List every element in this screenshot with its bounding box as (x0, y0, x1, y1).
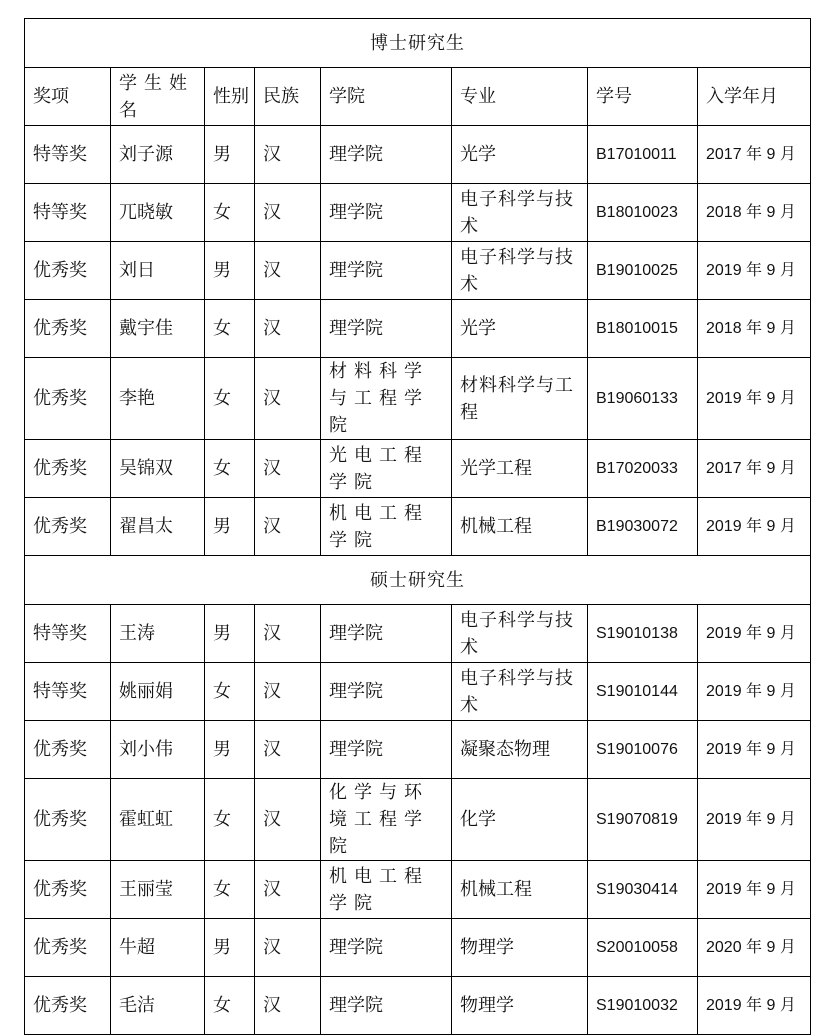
enrollment-date-cell: 2020 年 9 月 (698, 919, 811, 977)
student-id-cell: B19030072 (588, 498, 698, 556)
table-row (25, 977, 811, 1035)
award-cell: 优秀奖 (25, 440, 111, 498)
college-cell: 机电工程学院 (321, 861, 452, 919)
ethnicity-cell: 汉 (255, 184, 321, 242)
college-cell: 理学院 (321, 605, 452, 663)
award-cell: 特等奖 (25, 126, 111, 184)
college-cell: 理学院 (321, 919, 452, 977)
column-header: 入学年月 (698, 68, 811, 126)
ethnicity-cell: 汉 (255, 242, 321, 300)
student-id-cell: B18010015 (588, 300, 698, 358)
college-cell: 化学与环境工程学院 (321, 779, 452, 861)
award-cell: 优秀奖 (25, 300, 111, 358)
column-header: 性别 (205, 68, 255, 126)
major-cell: 光学 (452, 300, 588, 358)
major-cell: 化学 (452, 779, 588, 861)
ethnicity-cell: 汉 (255, 779, 321, 861)
college-cell: 理学院 (321, 126, 452, 184)
student-id-cell: S20010058 (588, 919, 698, 977)
table-row (25, 605, 811, 663)
table-row (25, 919, 811, 977)
column-header: 民族 (255, 68, 321, 126)
award-cell: 优秀奖 (25, 358, 111, 440)
gender-cell: 女 (205, 184, 255, 242)
column-header: 学生姓名 (111, 68, 205, 126)
gender-cell: 女 (205, 300, 255, 358)
student-name-cell: 翟昌太 (111, 498, 205, 556)
ethnicity-cell: 汉 (255, 440, 321, 498)
ethnicity-cell: 汉 (255, 663, 321, 721)
college-cell: 理学院 (321, 242, 452, 300)
student-id-cell: B18010023 (588, 184, 698, 242)
student-name-cell: 王涛 (111, 605, 205, 663)
enrollment-date-cell: 2019 年 9 月 (698, 242, 811, 300)
enrollment-date-cell: 2018 年 9 月 (698, 184, 811, 242)
college-cell: 材料科学与工程学院 (321, 358, 452, 440)
column-header: 奖项 (25, 68, 111, 126)
award-cell: 优秀奖 (25, 919, 111, 977)
enrollment-date-cell: 2019 年 9 月 (698, 663, 811, 721)
college-cell: 理学院 (321, 721, 452, 779)
gender-cell: 女 (205, 779, 255, 861)
table-row (25, 721, 811, 779)
major-cell: 光学工程 (452, 440, 588, 498)
student-id-cell: B17010011 (588, 126, 698, 184)
table-row (25, 861, 811, 919)
student-id-cell: S19010032 (588, 977, 698, 1035)
college-cell: 理学院 (321, 300, 452, 358)
section-header-row (25, 19, 811, 68)
student-name-cell: 刘子源 (111, 126, 205, 184)
student-id-cell: S19010144 (588, 663, 698, 721)
award-cell: 优秀奖 (25, 861, 111, 919)
gender-cell: 女 (205, 861, 255, 919)
gender-cell: 女 (205, 977, 255, 1035)
table-row (25, 498, 811, 556)
major-cell: 机械工程 (452, 498, 588, 556)
awards-table-body (25, 19, 811, 1035)
major-cell: 电子科学与技术 (452, 605, 588, 663)
gender-cell: 男 (205, 498, 255, 556)
ethnicity-cell: 汉 (255, 300, 321, 358)
table-row (25, 440, 811, 498)
major-cell: 光学 (452, 126, 588, 184)
gender-cell: 男 (205, 605, 255, 663)
college-cell: 理学院 (321, 977, 452, 1035)
table-row (25, 779, 811, 861)
enrollment-date-cell: 2017 年 9 月 (698, 440, 811, 498)
table-row (25, 184, 811, 242)
student-name-cell: 牛超 (111, 919, 205, 977)
column-header: 学院 (321, 68, 452, 126)
table-row (25, 358, 811, 440)
major-cell: 物理学 (452, 977, 588, 1035)
enrollment-date-cell: 2019 年 9 月 (698, 358, 811, 440)
column-header: 专业 (452, 68, 588, 126)
student-name-cell: 吴锦双 (111, 440, 205, 498)
gender-cell: 男 (205, 721, 255, 779)
gender-cell: 男 (205, 126, 255, 184)
major-cell: 电子科学与技术 (452, 663, 588, 721)
table-row (25, 242, 811, 300)
award-cell: 特等奖 (25, 184, 111, 242)
major-cell: 电子科学与技术 (452, 242, 588, 300)
awards-document (24, 18, 810, 1035)
student-name-cell: 姚丽娟 (111, 663, 205, 721)
college-cell: 理学院 (321, 184, 452, 242)
award-cell: 优秀奖 (25, 498, 111, 556)
column-header-row (25, 68, 811, 126)
ethnicity-cell: 汉 (255, 605, 321, 663)
enrollment-date-cell: 2019 年 9 月 (698, 498, 811, 556)
enrollment-date-cell: 2017 年 9 月 (698, 126, 811, 184)
column-header: 学号 (588, 68, 698, 126)
major-cell: 材料科学与工程 (452, 358, 588, 440)
student-id-cell: S19010076 (588, 721, 698, 779)
ethnicity-cell: 汉 (255, 498, 321, 556)
enrollment-date-cell: 2019 年 9 月 (698, 605, 811, 663)
student-id-cell: S19030414 (588, 861, 698, 919)
student-id-cell: B19010025 (588, 242, 698, 300)
ethnicity-cell: 汉 (255, 977, 321, 1035)
award-cell: 优秀奖 (25, 721, 111, 779)
student-name-cell: 刘小伟 (111, 721, 205, 779)
awards-table (24, 18, 811, 1035)
major-cell: 凝聚态物理 (452, 721, 588, 779)
student-name-cell: 刘日 (111, 242, 205, 300)
student-id-cell: B17020033 (588, 440, 698, 498)
section-title: 硕士研究生 (25, 556, 811, 605)
student-id-cell: B19060133 (588, 358, 698, 440)
student-name-cell: 王丽莹 (111, 861, 205, 919)
student-id-cell: S19010138 (588, 605, 698, 663)
college-cell: 机电工程学院 (321, 498, 452, 556)
college-cell: 光电工程学院 (321, 440, 452, 498)
enrollment-date-cell: 2019 年 9 月 (698, 977, 811, 1035)
enrollment-date-cell: 2018 年 9 月 (698, 300, 811, 358)
gender-cell: 女 (205, 358, 255, 440)
student-id-cell: S19070819 (588, 779, 698, 861)
gender-cell: 女 (205, 663, 255, 721)
ethnicity-cell: 汉 (255, 919, 321, 977)
enrollment-date-cell: 2019 年 9 月 (698, 861, 811, 919)
student-name-cell: 李艳 (111, 358, 205, 440)
award-cell: 优秀奖 (25, 977, 111, 1035)
college-cell: 理学院 (321, 663, 452, 721)
ethnicity-cell: 汉 (255, 126, 321, 184)
section-title: 博士研究生 (25, 19, 811, 68)
gender-cell: 男 (205, 919, 255, 977)
major-cell: 机械工程 (452, 861, 588, 919)
student-name-cell: 兀晓敏 (111, 184, 205, 242)
table-row (25, 126, 811, 184)
award-cell: 优秀奖 (25, 242, 111, 300)
award-cell: 特等奖 (25, 663, 111, 721)
award-cell: 优秀奖 (25, 779, 111, 861)
table-row (25, 300, 811, 358)
enrollment-date-cell: 2019 年 9 月 (698, 779, 811, 861)
table-row (25, 663, 811, 721)
enrollment-date-cell: 2019 年 9 月 (698, 721, 811, 779)
major-cell: 物理学 (452, 919, 588, 977)
major-cell: 电子科学与技术 (452, 184, 588, 242)
ethnicity-cell: 汉 (255, 861, 321, 919)
student-name-cell: 毛洁 (111, 977, 205, 1035)
gender-cell: 男 (205, 242, 255, 300)
ethnicity-cell: 汉 (255, 358, 321, 440)
award-cell: 特等奖 (25, 605, 111, 663)
ethnicity-cell: 汉 (255, 721, 321, 779)
student-name-cell: 霍虹虹 (111, 779, 205, 861)
gender-cell: 女 (205, 440, 255, 498)
student-name-cell: 戴宇佳 (111, 300, 205, 358)
section-header-row (25, 556, 811, 605)
